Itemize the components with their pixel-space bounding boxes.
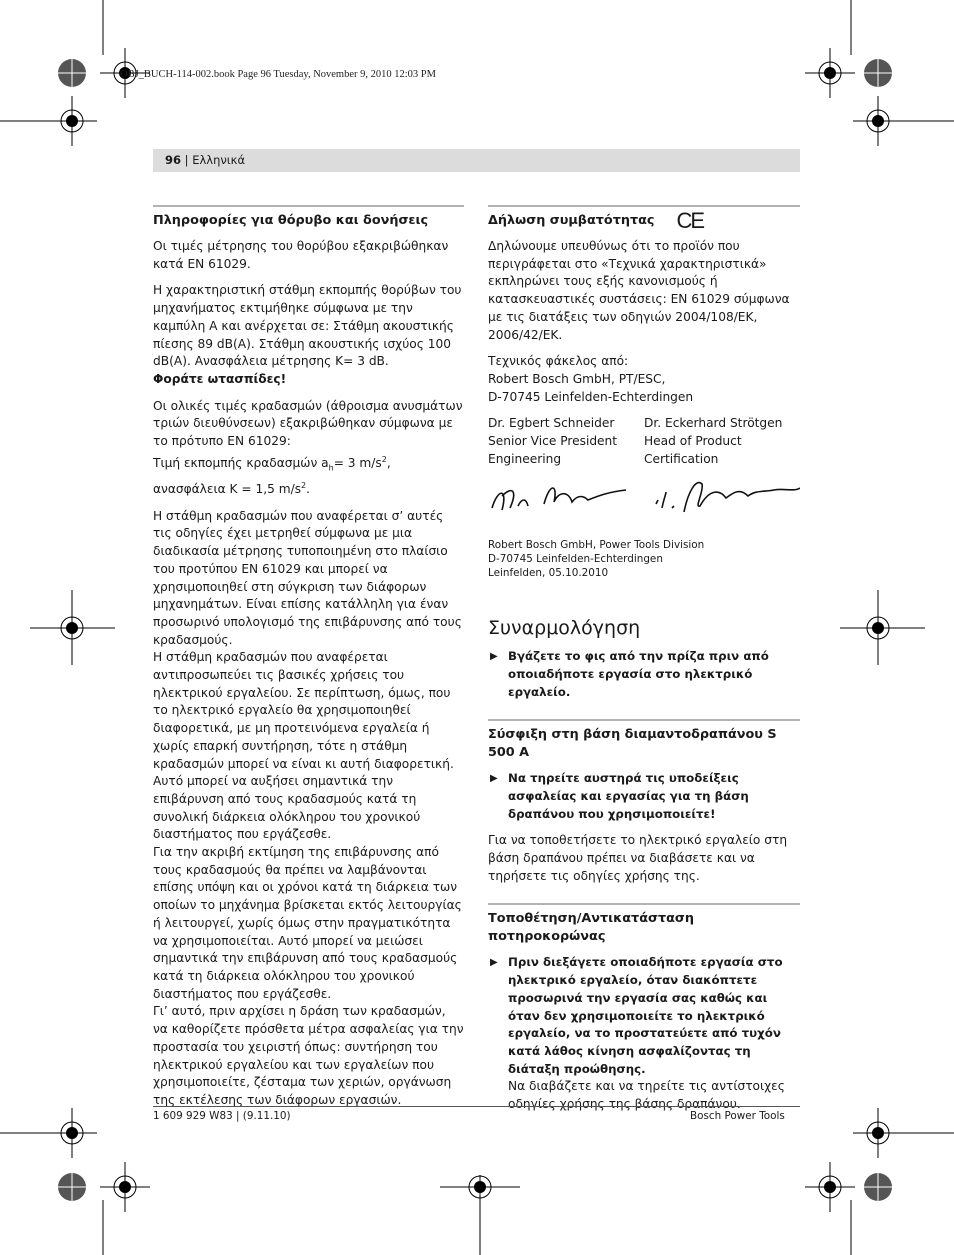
signature-area (488, 468, 800, 538)
left-column (153, 205, 464, 1110)
vibration-text: Οι ολικές τιμές κραδασμών (άθροισμα ανυσμάτων τριών διευθύνσεων) εξακριβώθηκαν σύμφωνα με το πρότυπο EN 61029: (153, 398, 463, 449)
paragraph: Δηλώνουμε υπευθύνως ότι το προϊόν που περιγράφεται στο «Τεχνικά χαρακτηριστικά» εκπληρώνει τους εξής κανονισμούς ή κατασκευαστικές συστάσεις: EN 61029 σύμφωνα με τις διατάξεις των οδηγιών 2004/108/ΕΚ, 2006/42/ΕΚ. (488, 239, 790, 342)
footer-brand: Bosch Power Tools (690, 1110, 785, 1122)
noise-text: Η χαρακτηριστική στάθμη εκπομπής θορύβων του μηχανήματος εκτιμήθηκε σύμφωνα με την καμπύλη A και ανέρχεται σε: Στάθμη ακουστικής πίεσης 89 dB(A). Στάθμη ακουστικής ισχύος 100 dB(A). Ανασφάλεια μέτρησης K= 3 dB. (153, 283, 462, 369)
superscript: 2 (381, 454, 387, 464)
tech-file-address: D-70745 Leinfelden-Echterdingen (488, 389, 694, 404)
language-label: Ελληνικά (192, 153, 246, 167)
triangle-bullet-icon: ▶ (490, 957, 498, 969)
paragraph (488, 353, 800, 406)
section-rule (488, 205, 800, 207)
period: . (306, 482, 311, 496)
paragraph (153, 282, 464, 388)
company-line: D-70745 Leinfelden-Echterdingen (488, 553, 663, 566)
company-line: Leinfelden, 05.10.2010 (488, 567, 609, 580)
signatory-title: Head of Product (644, 434, 742, 449)
triangle-bullet-icon: ▶ (490, 651, 498, 663)
print-header: OBJ_BUCH-114-002.book Page 96 Tuesday, November 9, 2010 12:03 PM (120, 69, 436, 80)
running-head (153, 149, 800, 172)
paragraph (153, 508, 464, 1110)
signatory-title: Engineering (488, 451, 562, 466)
section-rule (153, 205, 464, 207)
text: Για την ακριβή εκτίμηση της επιβάρυνσης από τους κραδασμούς θα πρέπει να λαμβάνονται επίσης υπόψη και οι χρόνοι κατά τη διάρκεια των οποίων το μηχάνημα βρίσκεται εκτός λειτουργίας ή λειτουργεί, χωρίς όμως στην πραγματικότητα να χρησιμοποιείται. Αυτό μπορεί να μειώσει σημαντικά την επιβάρυνση από τους κραδασμούς κατά τη διάρκεια ολόκληρου του χρονικού διαστήματος που εργάζεσθε. (153, 845, 462, 1001)
warning-item (488, 770, 800, 823)
right-column (488, 205, 800, 1123)
stand-heading: Σύσφιξη στη βάση διαμαντοδραπάνου S 500 A (488, 727, 777, 761)
company-address (488, 538, 800, 580)
handwritten-signatures (488, 468, 800, 538)
warning-text: Πριν διεξάγετε οποιαδήποτε εργασία στο ηλεκτρικό εργαλείο, όταν διακόπτετε προσωρινά την εργασία σας καθώς και όταν δεν χρησιμοποιείτε το ηλεκτρικό εργαλείο, να το προστατεύετε από τυχόν κατά λάθος κίνηση ασφαλίζοντας τη διάταξη προώθησης. (508, 955, 783, 1076)
paragraph (153, 398, 464, 499)
footer-rule (153, 1106, 800, 1107)
signatory-1 (488, 415, 644, 468)
noise-vibration-heading: Πληροφορίες για θόρυβο και δονήσεις (153, 213, 429, 228)
signatories (488, 415, 800, 468)
warning-text: Να τηρείτε αυστηρά τις υποδείξεις ασφαλείας και εργασίας για τη βάση δραπάνου που χρησιμοποιείτε! (508, 771, 749, 821)
vibration-uncertainty: , ανασφάλεια K = 1,5 m/s (153, 455, 391, 496)
paragraph: Οι τιμές μέτρησης του θορύβου εξακριβώθηκαν κατά EN 61029. (153, 239, 449, 271)
signatory-name: Dr. Eckerhard Strötgen (644, 416, 783, 431)
signatory-2 (644, 415, 800, 468)
triangle-bullet-icon: ▶ (490, 773, 498, 785)
warning-text: Βγάζετε το φις από την πρίζα πριν από οποιαδήποτε εργασία στο ηλεκτρικό εργαλείο. (508, 649, 769, 699)
ear-protection-warning: Φοράτε ωτασπίδες! (153, 371, 287, 386)
superscript: 2 (301, 480, 307, 490)
warning-item (488, 954, 800, 1078)
text: Γι’ αυτό, πριν αρχίσει η δράση των κραδασμών, να καθορίζετε πρόσθετα μέτρα ασφαλείας για την προστασία του χειριστή όπως: συντήρηση του ηλεκτρικού εργαλείου και των εργαλείων που χρησιμοποιείτε, ζέσταμα των χεριών, οργάνωση της εκτέλεσης των διάφορων εργασιών. (153, 1004, 464, 1107)
assembly-title: Συναρμολόγηση (488, 617, 641, 640)
vibration-value: = 3 m/s (333, 455, 382, 470)
section-rule (488, 719, 800, 721)
page-header (165, 153, 245, 167)
paragraph: Να διαβάζετε και να τηρείτε τις αντίστοιχες οδηγίες χρήσης της βάσης δραπάνου. (508, 1079, 785, 1112)
subscript: h (328, 463, 334, 473)
ce-mark-icon: CE (676, 208, 704, 233)
warning-item (488, 648, 800, 701)
tech-file-label: Τεχνικός φάκελος από: (488, 354, 629, 369)
signatory-title: Senior Vice President (488, 434, 618, 449)
header-separator: | (181, 153, 193, 167)
footer-doc-number: 1 609 929 W83 | (9.11.10) (153, 1110, 291, 1122)
paragraph: Για να τοποθετήσετε το ηλεκτρικό εργαλείο στη βάση δραπάνου πρέπει να διαβάσετε και να τηρήσετε τις οδηγίες χρήσης της. (488, 833, 788, 883)
text: Η στάθμη κραδασμών που αναφέρεται σ’ αυτές τις οδηγίες έχει μετρηθεί σύμφωνα με μια διαδικασία μέτρησης τυποποιημένη στο πλαίσιο του προτύπου EN 61029 και μπορεί να χρησιμοποιηθεί στη σύγκριση των διάφορων μηχανημάτων. Είναι επίσης κατάλληλη για έναν προσωρινό υπολογισμό της επιβάρυνσης από τους κραδασμούς. (153, 508, 462, 647)
signatory-name: Dr. Egbert Schneider (488, 416, 615, 431)
tech-file-company: Robert Bosch GmbH, PT/ESC, (488, 371, 666, 386)
section-rule (488, 903, 800, 905)
vibration-value-label: Τιμή εκπομπής κραδασμών a (153, 455, 329, 470)
company-line: Robert Bosch GmbH, Power Tools Division (488, 539, 705, 552)
text: Η στάθμη κραδασμών που αναφέρεται αντιπροσωπεύει τις βασικές χρήσεις του ηλεκτρικού εργαλείου. Σε περίπτωση, όμως, που το ηλεκτρικό εργαλείο θα χρησιμοποιηθεί διαφορετικά, με μη προτεινόμενα εργαλεία ή χωρίς επαρκή συντήρηση, τότε η στάθμη κραδασμών μπορεί να είναι κι αυτή διαφορετική. Αυτό μπορεί να αυξήσει σημαντικά την επιβάρυνση από τους κραδασμούς κατά τη συνολική διάρκεια ολόκληρου του χρονικού διαστήματος που εργάζεσθε. (153, 650, 454, 842)
crown-heading: Τοποθέτηση/Αντικατάσταση ποτηροκορώνας (488, 911, 694, 945)
signatory-title: Certification (644, 451, 719, 466)
conformity-heading (488, 208, 800, 233)
page-number: 96 (165, 153, 182, 167)
conformity-heading-text: Δήλωση συμβατότητας (488, 213, 655, 228)
